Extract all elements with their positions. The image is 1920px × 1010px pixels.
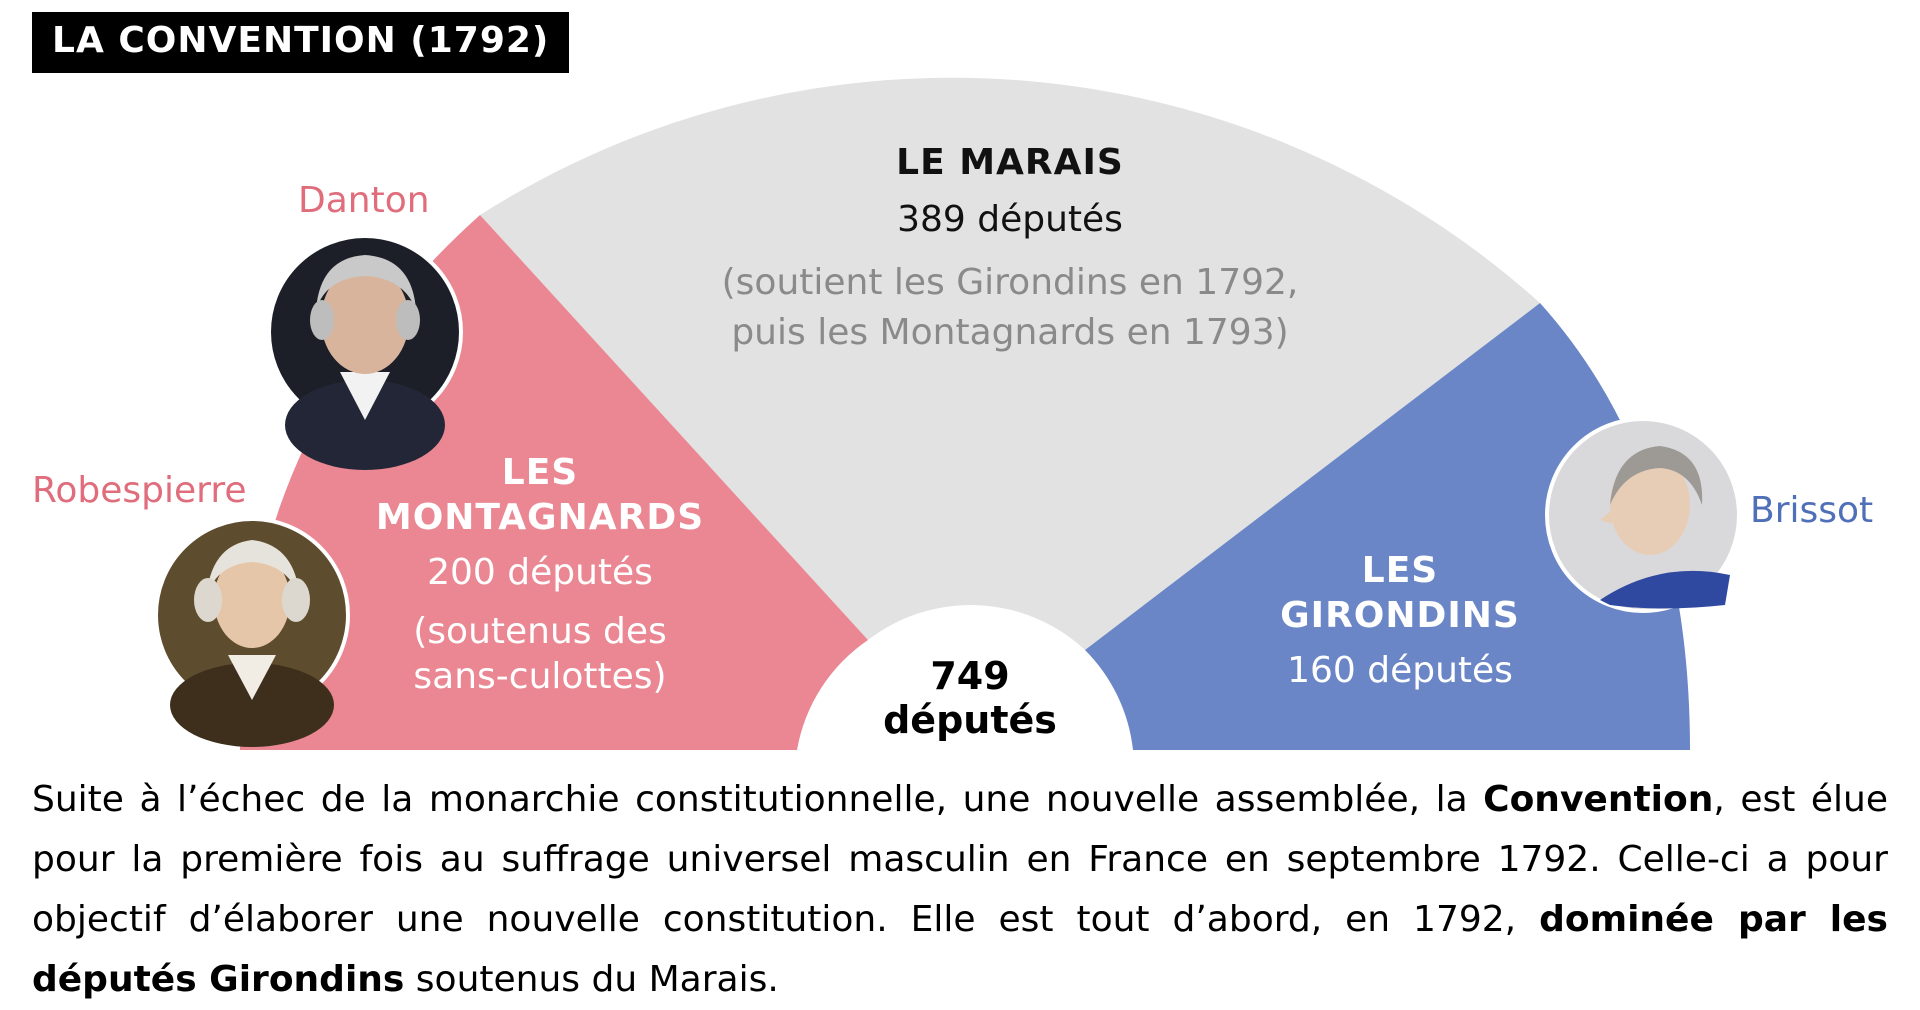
montagnards-label [340, 450, 740, 699]
montagnards-title-line1: LES [501, 452, 579, 493]
para-text-2: , est élue pour la première fois au suffrage universel masculin en France en septembre 1792. Celle-ci a pour objectif d’élaborer une nouvelle constitution. Elle est tout d’abord, en 1792, [32, 779, 1888, 940]
total-number: 749 [930, 654, 1010, 698]
para-text-1: Suite à l’échec de la monarchie constitutionnelle, une nouvelle assemblée, la [32, 779, 1484, 820]
girondins-title-line1: LES [1361, 550, 1439, 591]
page-title: LA CONVENTION (1792) [32, 12, 569, 73]
para-bold-convention: Convention [1483, 779, 1714, 820]
marais-label [620, 140, 1400, 359]
montagnards-note [340, 609, 740, 699]
para-bold-dominee: dominée par les députés Girondins [32, 899, 1888, 1000]
description-paragraph [32, 770, 1888, 1010]
brissot-name: Brissot [1750, 490, 1874, 531]
total-deputes [860, 655, 1080, 742]
danton-name: Danton [298, 180, 430, 221]
marais-title: LE MARAIS [896, 142, 1124, 183]
robespierre-name: Robespierre [32, 470, 247, 511]
montagnards-note-line1: (soutenus des [413, 611, 667, 652]
robespierre-portrait [156, 519, 348, 747]
girondins-label [1200, 548, 1600, 693]
marais-note-line2: puis les Montagnards en 1793) [731, 312, 1289, 354]
para-text-3: soutenus du Marais. [404, 959, 779, 1000]
montagnards-count: 200 députés [427, 552, 653, 593]
danton-portrait [269, 236, 461, 470]
marais-note [620, 258, 1400, 359]
total-unit: députés [883, 697, 1057, 742]
montagnards-note-line2: sans-culottes) [413, 656, 667, 697]
marais-count: 389 députés [897, 199, 1123, 240]
girondins-title-line2: GIRONDINS [1280, 595, 1520, 636]
marais-note-line1: (soutient les Girondins en 1792, [721, 262, 1299, 303]
girondins-count: 160 députés [1287, 650, 1513, 691]
montagnards-title-line2: MONTAGNARDS [375, 497, 705, 538]
